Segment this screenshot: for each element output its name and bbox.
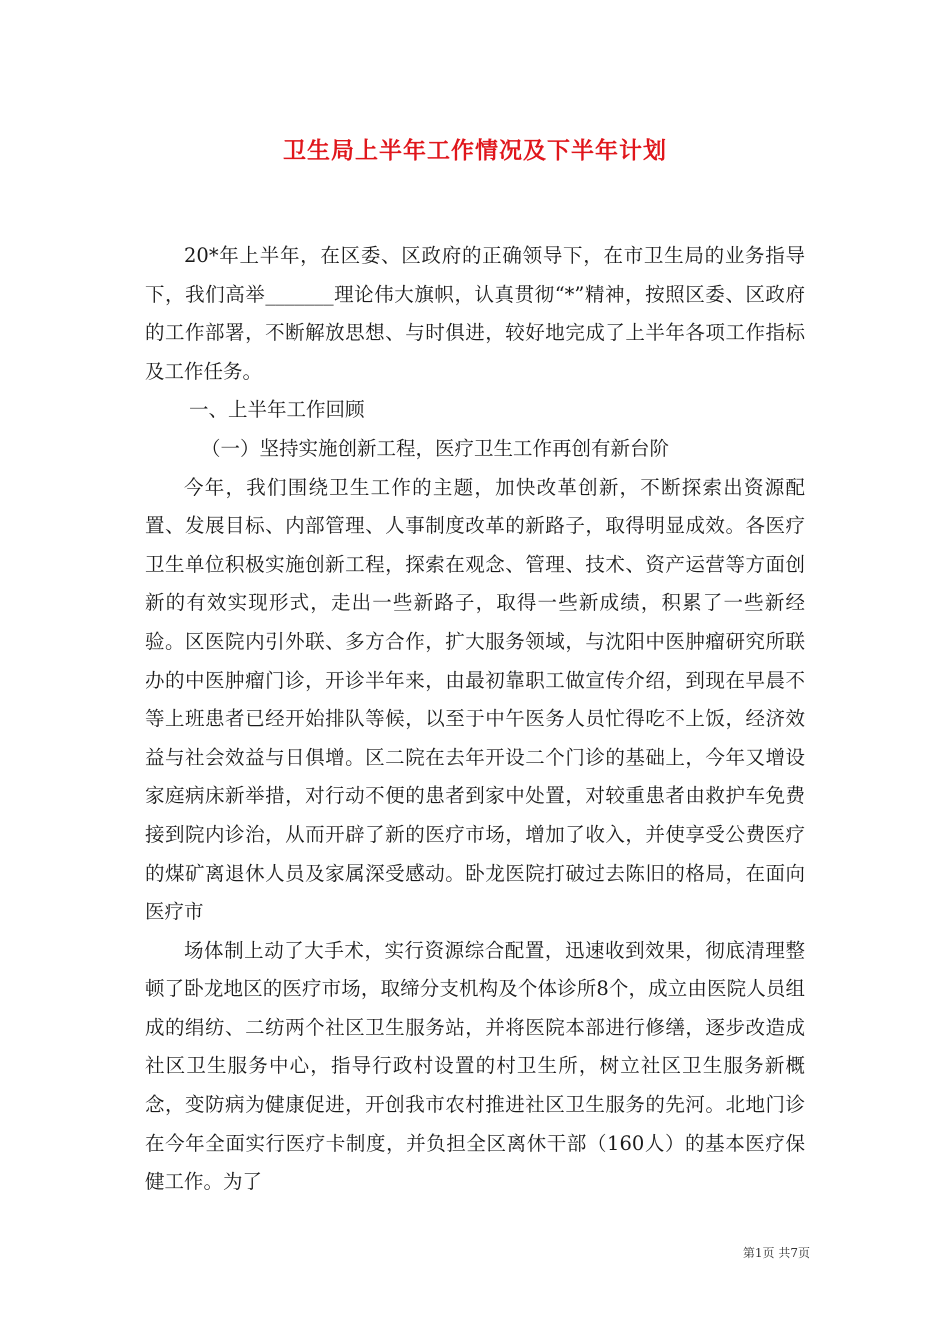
body-paragraph-1: 今年，我们围绕卫生工作的主题，加快改革创新，不断探索出资源配置、发展目标、内部管理、人事制度改革的新路子，取得明显成效。各医疗卫生单位积极实施创新工程，探索在观念、管理、技术、资产运营等方面创新的有效实现形式，走出一些新路子，取得一些新成绩，积累了一些新经验。区医院内引外联、多方合作，扩大服务领域，与沈阳中医肿瘤研究所联办的中医肿瘤门诊，开诊半年来，由最初靠职工做宣传介绍，到现在早晨不等上班患者已经开始排队等候，以至于中午医务人员忙得吃不上饭，经济效益与社会效益与日俱增。区二院在去年开设二个门诊的基础上，今年又增设家庭病床新举措，对行动不便的患者到家中处置，对较重患者由救护车免费接到院内诊治，从而开辟了新的医疗市场，增加了收入，并使享受公费医疗的煤矿离退休人员及家属深受感动。卧龙医院打破过去陈旧的格局，在面向医疗市 xyxy=(145,475,805,924)
document-title: 卫生局上半年工作情况及下半年计划 xyxy=(283,137,667,164)
section-heading: 一、上半年工作回顾 xyxy=(189,398,365,422)
document-body xyxy=(145,237,805,1202)
subsection-heading: （一）坚持实施创新工程，医疗卫生工作再创有新台阶 xyxy=(201,436,670,460)
body-paragraph-2: 场体制上动了大手术，实行资源综合配置，迅速收到效果，彻底清理整顿了卧龙地区的医疗市场，取缔分支机构及个体诊所8个，成立由医院人员组成的绢纺、二纺两个社区卫生服务站，并将医院本部进行修缮，逐步改造成社区卫生服务中心，指导行政村设置的村卫生所，树立社区卫生服务新概念，变防病为健康促进，开创我市农村推进社区卫生服务的先河。北地门诊在今年全面实行医疗卡制度，并负担全区离休干部（160人）的基本医疗保健工作。为了 xyxy=(145,938,805,1194)
page-number: 第1页 共7页 xyxy=(742,1246,810,1260)
intro-paragraph: 20*年上半年，在区委、区政府的正确领导下，在市卫生局的业务指导下，我们高举_______理论伟大旗帜，认真贯彻“*”精神，按照区委、区政府的工作部署，不断解放思想、与时俱进，较好地完成了上半年各项工作指标及工作任务。 xyxy=(145,244,805,383)
